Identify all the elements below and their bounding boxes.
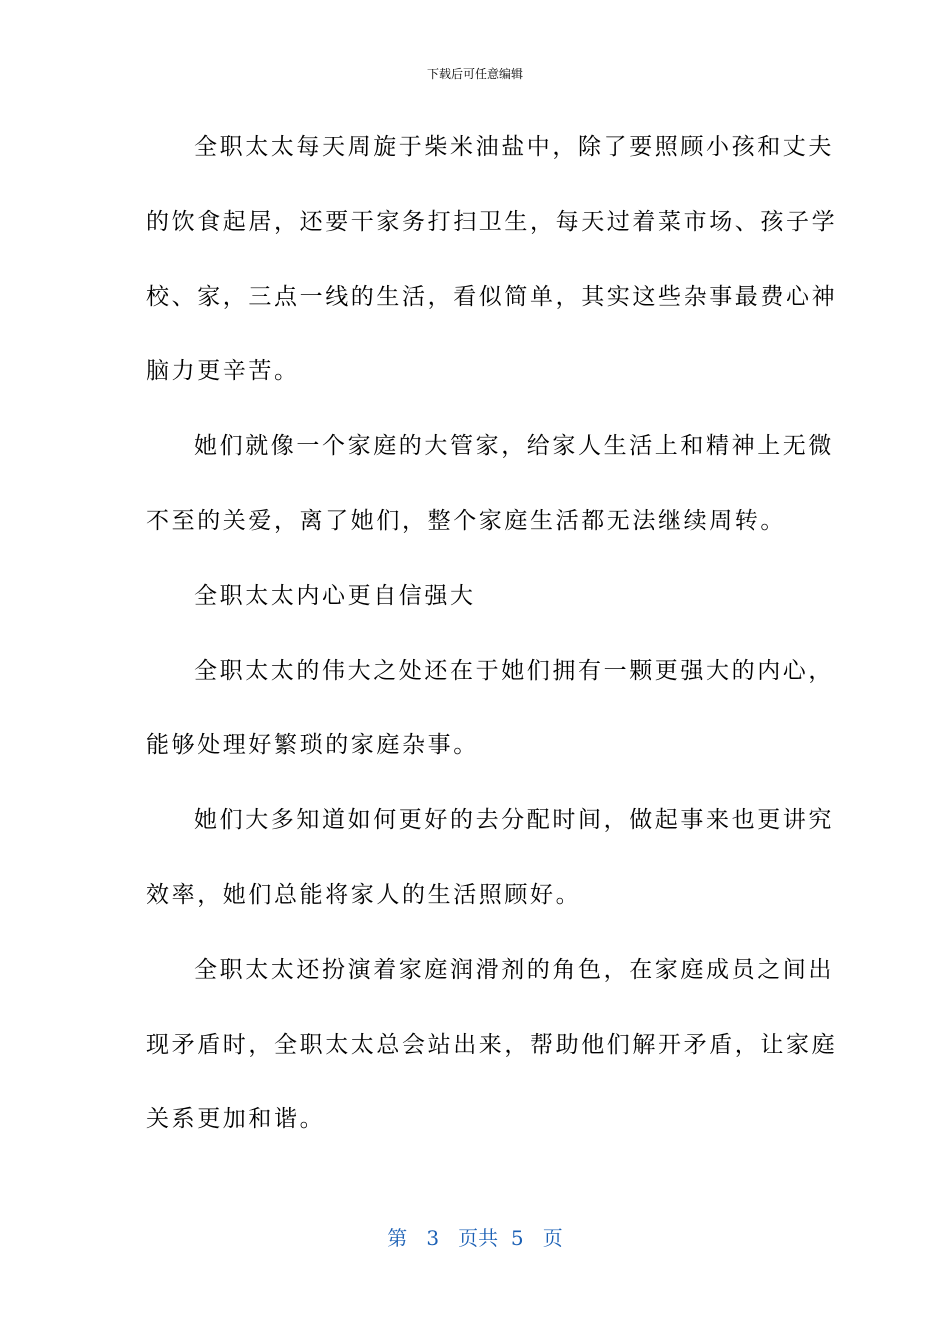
text-line: 能够处理好繁琐的家庭杂事。 xyxy=(146,732,479,759)
text-line: 的饮食起居，还要干家务打扫卫生，每天过着菜市场、孩子学 xyxy=(146,208,838,235)
text-line: 效率，她们总能将家人的生活照顾好。 xyxy=(146,881,582,908)
footer-middle: 页共 xyxy=(458,1226,499,1250)
text-line: 脑力更辛苦。 xyxy=(146,358,300,385)
text-line: 校、家，三点一线的生活，看似简单，其实这些杂事最费心神 xyxy=(146,283,838,310)
page-body xyxy=(146,110,838,1157)
footer-suffix: 页 xyxy=(542,1226,563,1250)
text-line: 全职太太的伟大之处还在于她们拥有一颗更强大的内心， xyxy=(194,657,834,684)
text-line: 关系更加和谐。 xyxy=(146,1106,326,1133)
page-footer xyxy=(0,1224,950,1252)
current-page-number: 3 xyxy=(426,1226,440,1250)
text-line: 不至的关爱，离了她们，整个家庭生活都无法继续周转。 xyxy=(146,507,786,534)
footer-prefix: 第 xyxy=(387,1226,408,1250)
header-note: 下载后可任意编辑 xyxy=(426,67,523,81)
section-heading: 全职太太内心更自信强大 xyxy=(194,582,476,609)
text-line: 全职太太还扮演着家庭润滑剂的角色，在家庭成员之间出 xyxy=(194,956,834,983)
text-line: 全职太太每天周旋于柴米油盐中，除了要照顾小孩和丈夫 xyxy=(194,134,834,160)
text-line: 她们就像一个家庭的大管家，给家人生活上和精神上无微 xyxy=(194,433,834,460)
text-line: 现矛盾时，全职太太总会站出来，帮助他们解开矛盾，让家庭 xyxy=(146,1031,838,1058)
text-line: 她们大多知道如何更好的去分配时间，做起事来也更讲究 xyxy=(194,807,834,834)
total-pages-number: 5 xyxy=(510,1226,524,1250)
